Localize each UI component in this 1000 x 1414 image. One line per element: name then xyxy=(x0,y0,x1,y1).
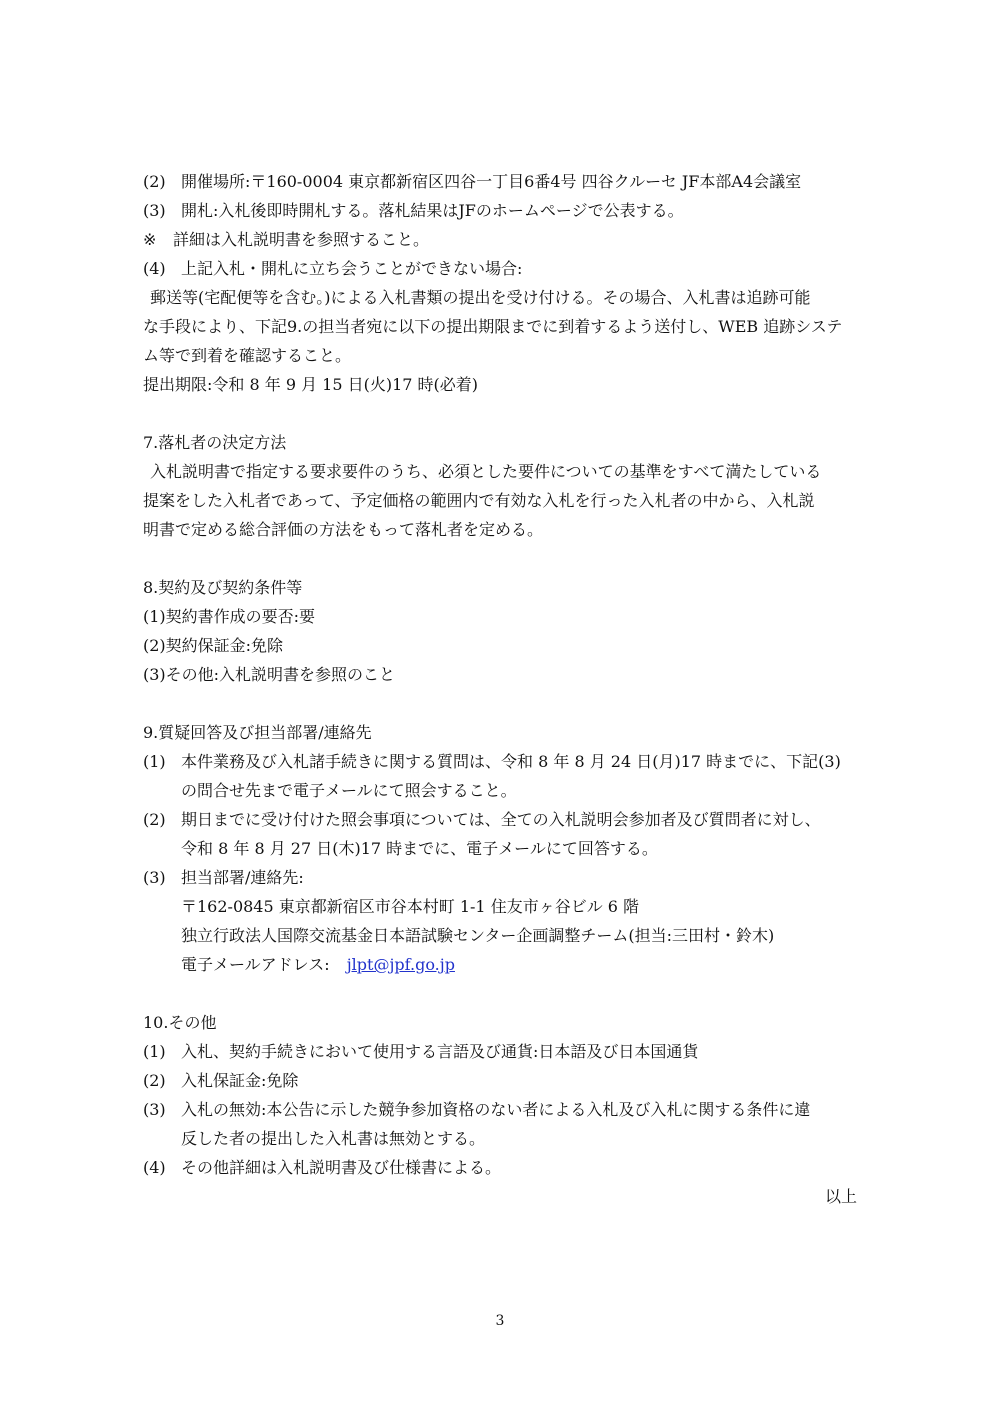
section-heading: 8.契約及び契約条件等 xyxy=(143,578,303,597)
list-item xyxy=(143,1042,699,1062)
opening-line xyxy=(143,201,684,221)
opening-text: 開札:入札後即時開札する。落札結果はJFのホームページで公表する。 xyxy=(181,201,684,220)
item-number: (4) xyxy=(143,259,166,278)
note-line xyxy=(143,230,430,250)
item-text-cont: 令和 8 年 8 月 27 日(木)17 時までに、電子メールにて回答する。 xyxy=(181,839,658,858)
item-number: (2) xyxy=(143,172,166,191)
item-number: (2) xyxy=(143,810,166,829)
item-number: (3) xyxy=(143,1100,166,1119)
email-label: 電子メールアドレス: xyxy=(181,955,330,974)
section-heading: 9.質疑回答及び担当部署/連絡先 xyxy=(143,723,372,742)
item-number: (3) xyxy=(143,868,166,887)
list-item xyxy=(143,1071,299,1091)
note-text: 詳細は入札説明書を参照すること。 xyxy=(173,230,430,249)
item-text: 入札、契約手続きにおいて使用する言語及び通貨:日本語及び日本国通貨 xyxy=(181,1042,699,1061)
absence-line xyxy=(143,259,523,279)
mail-paragraph-line: ム等で到着を確認すること。 xyxy=(143,346,352,365)
item-number: (1) xyxy=(143,752,166,771)
contact-organization: 独立行政法人国際交流基金日本語試験センター企画調整チーム(担当:三田村・鈴木) xyxy=(181,926,775,945)
item-text: 期日までに受け付けた照会事項については、全ての入札説明会参加者及び質問者に対し、 xyxy=(181,810,821,829)
venue-text: 開催場所:〒160-0004 東京都新宿区四谷一丁目6番4号 四谷クルーセ JF本部A4会議室 xyxy=(181,172,802,191)
contact-email-line xyxy=(181,955,455,975)
contact-address: 〒162-0845 東京都新宿区市谷本村町 1-1 住友市ヶ谷ビル 6 階 xyxy=(181,897,640,916)
item-text: その他詳細は入札説明書及び仕様書による。 xyxy=(181,1158,502,1177)
item-number: (4) xyxy=(143,1158,166,1177)
list-item: (1)契約書作成の要否:要 xyxy=(143,607,316,626)
item-number: (1) xyxy=(143,1042,166,1061)
item-text-cont: 反した者の提出した入札書は無効とする。 xyxy=(181,1129,486,1148)
venue-line xyxy=(143,172,802,192)
list-item: (2)契約保証金:免除 xyxy=(143,636,284,655)
absence-text: 上記入札・開札に立ち会うことができない場合: xyxy=(181,259,523,278)
section-heading: 7.落札者の決定方法 xyxy=(143,433,287,452)
mail-paragraph-line: な手段により、下記9.の担当者宛に以下の提出期限までに到着するよう送付し、WEB 追跡システ xyxy=(143,317,843,336)
item-text: 入札の無効:本公告に示した競争参加資格のない者による入札及び入札に関する条件に違 xyxy=(181,1100,811,1119)
list-item xyxy=(143,868,304,888)
page-number: 3 xyxy=(495,1313,505,1329)
item-text: 入札保証金:免除 xyxy=(181,1071,299,1090)
paragraph-line: 明書で定める総合評価の方法をもって落札者を定める。 xyxy=(143,520,544,539)
section-heading: 10.その他 xyxy=(143,1013,217,1032)
list-item xyxy=(143,752,841,772)
list-item xyxy=(143,810,821,830)
item-number: (3) xyxy=(143,201,166,220)
email-link[interactable]: jlpt@jpf.go.jp xyxy=(346,955,455,974)
item-number: (2) xyxy=(143,1071,166,1090)
mail-paragraph-line: 郵送等(宅配便等を含む。)による入札書類の提出を受け付ける。その場合、入札書は追跡可能 xyxy=(150,288,811,307)
closing-text: 以上 xyxy=(824,1187,857,1206)
paragraph-line: 提案をした入札者であって、予定価格の範囲内で有効な入札を行った入札者の中から、入札説 xyxy=(143,491,815,510)
note-mark: ※ xyxy=(143,230,157,249)
item-text: 担当部署/連絡先: xyxy=(181,868,304,887)
item-text: 本件業務及び入札諸手続きに関する質問は、令和 8 年 8 月 24 日(月)17 時までに、下記(3) xyxy=(181,752,841,771)
list-item: (3)その他:入札説明書を参照のこと xyxy=(143,665,396,684)
item-text-cont: の問合せ先まで電子メールにて照会すること。 xyxy=(181,781,517,800)
submission-deadline: 提出期限:令和 8 年 9 月 15 日(火)17 時(必着) xyxy=(143,375,479,394)
list-item xyxy=(143,1158,502,1178)
paragraph-line: 入札説明書で指定する要求要件のうち、必須とした要件についての基準をすべて満たしている xyxy=(150,462,822,481)
list-item xyxy=(143,1100,811,1120)
